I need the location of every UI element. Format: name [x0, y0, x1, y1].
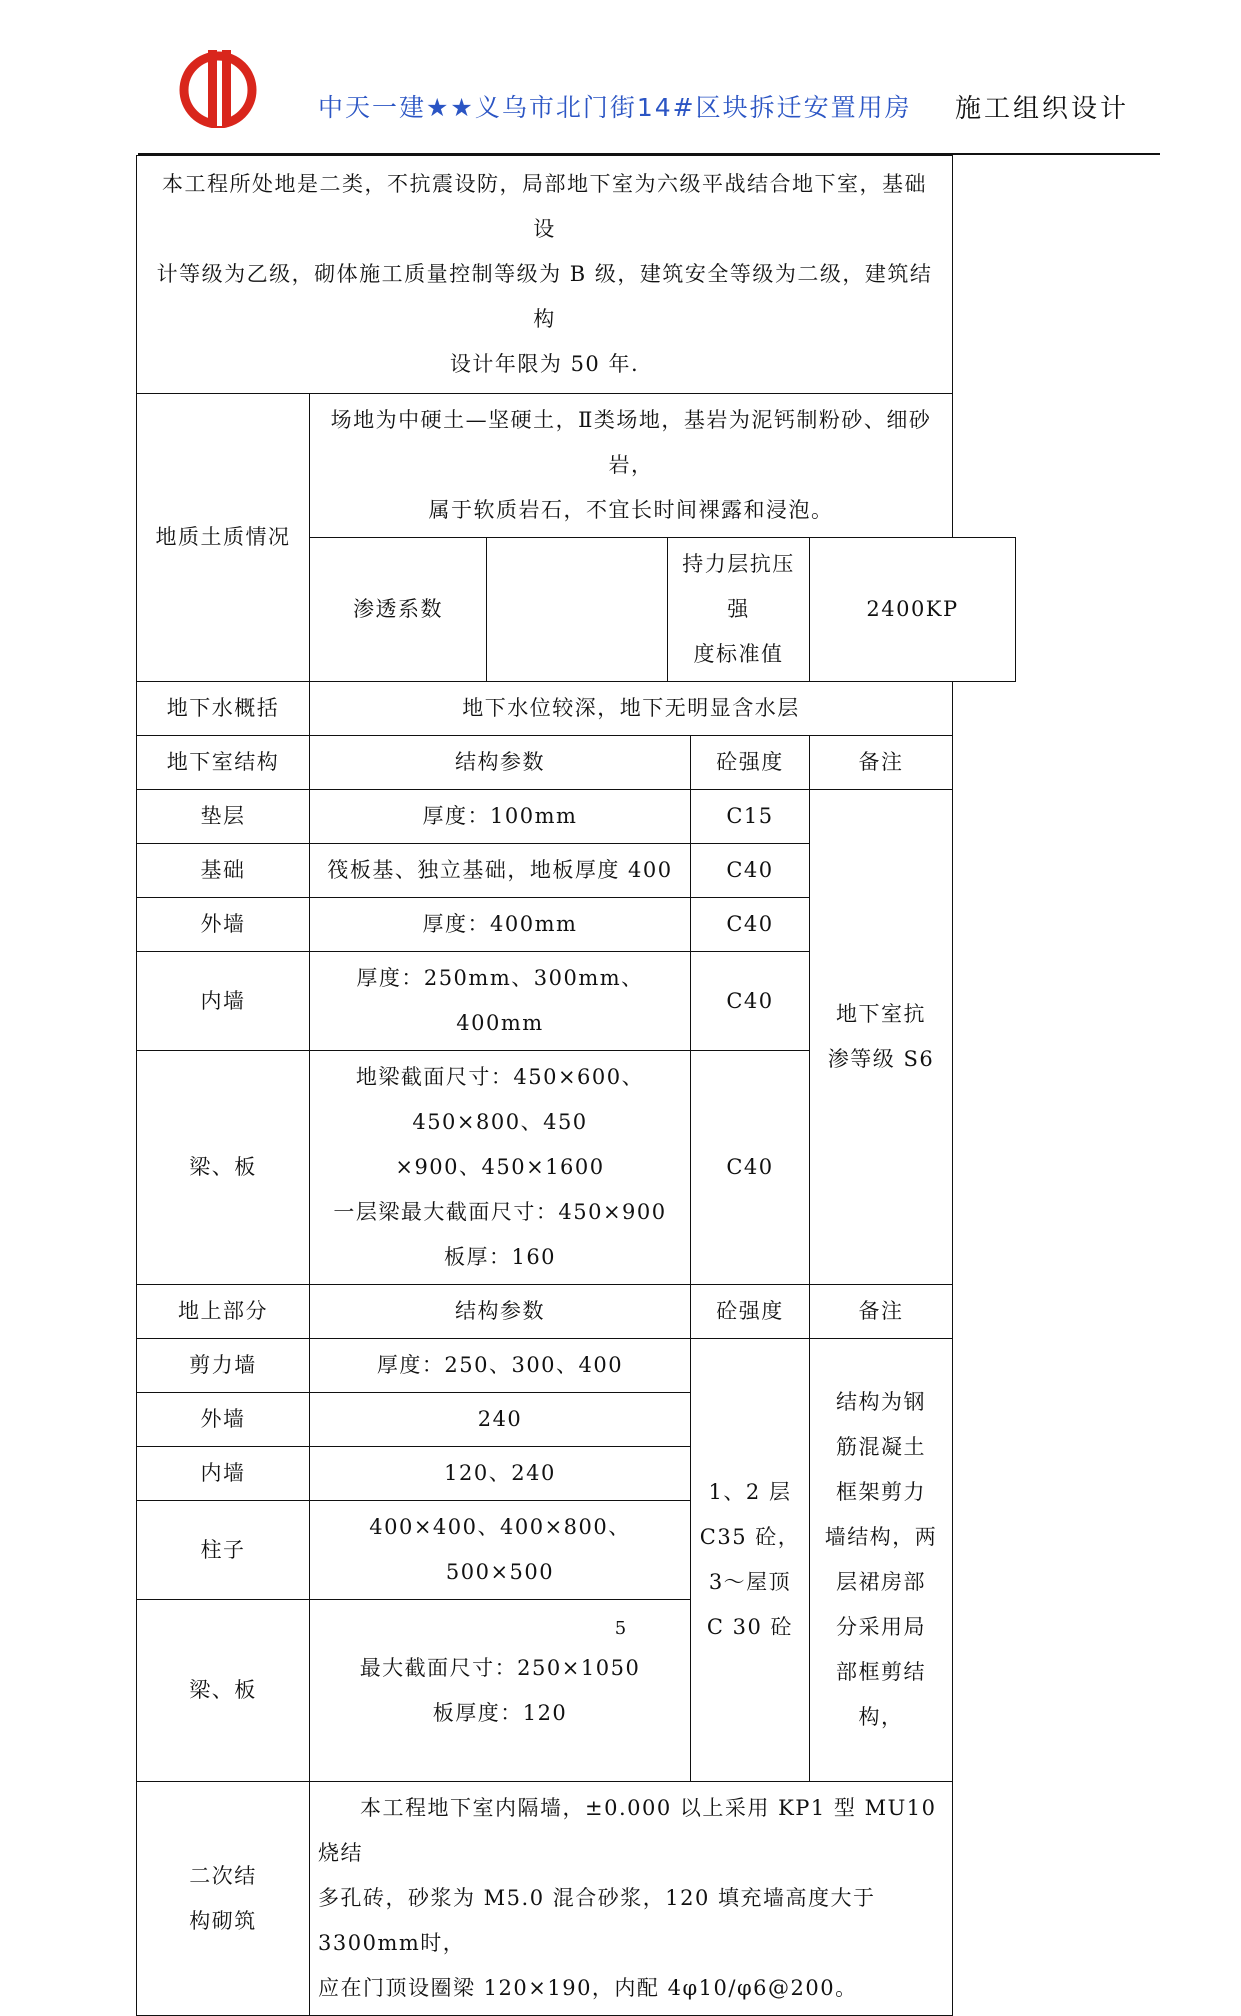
above-note-line: 墙结构，两 — [824, 1525, 938, 1549]
above-item-name: 柱子 — [137, 1501, 310, 1600]
basement-header-param: 结构参数 — [310, 736, 691, 790]
project-title: 中天一建★★义乌市北门街14#区块拆迁安置用房 — [318, 93, 912, 122]
secondary-description — [310, 1782, 953, 2016]
secondary-line: 应在门顶设圈梁 120×190，内配 4φ10/φ6@200。 — [318, 1976, 858, 2000]
geology-row — [137, 394, 1016, 538]
basement-item-param: 厚度：250mm、300mm、400mm — [310, 952, 691, 1051]
permeability-label: 渗透系数 — [310, 538, 487, 682]
table-row — [137, 790, 1016, 844]
basement-note — [810, 790, 953, 1285]
groundwater-row — [137, 682, 1016, 736]
above-note-line: 层裙房部 — [836, 1570, 927, 1594]
page-header — [0, 0, 1241, 160]
page-number: 5 — [614, 1618, 627, 1639]
groundwater-label: 地下水概括 — [137, 682, 310, 736]
secondary-label — [137, 1782, 310, 2016]
intro-line: 设计年限为 50 年. — [449, 352, 640, 376]
bearing-label-line: 度标准值 — [693, 642, 784, 666]
basement-header-name: 地下室结构 — [137, 736, 310, 790]
document-type: 施工组织设计 — [955, 94, 1130, 124]
geology-line: 属于软质岩石，不宜长时间裸露和浸泡。 — [428, 498, 834, 522]
bearing-strength-value: 2400KP — [810, 538, 1016, 682]
above-strength-line: C35 砼， — [699, 1525, 801, 1549]
above-beam-name: 梁、板 — [137, 1600, 310, 1782]
intro-cell — [137, 156, 953, 394]
basement-beam-name: 梁、板 — [137, 1051, 310, 1285]
above-item-param: 240 — [310, 1393, 691, 1447]
above-note-line: 筋混凝土 — [836, 1435, 927, 1459]
construction-spec-table — [136, 155, 1016, 2016]
above-item-param: 400×400、400×800、500×500 — [310, 1501, 691, 1600]
secondary-label-line: 构砌筑 — [189, 1908, 257, 1933]
secondary-row — [137, 1782, 1016, 2016]
geology-description — [310, 394, 953, 538]
basement-note-line: 渗等级 S6 — [827, 1047, 935, 1071]
groundwater-value: 地下水位较深，地下无明显含水层 — [310, 682, 953, 736]
basement-beam-param — [310, 1051, 691, 1285]
above-note-line: 构， — [858, 1705, 904, 1729]
company-logo — [178, 48, 258, 128]
basement-item-name: 内墙 — [137, 952, 310, 1051]
basement-item-strength: C40 — [691, 952, 810, 1051]
basement-item-param: 厚度：100mm — [310, 790, 691, 844]
geology-label: 地质土质情况 — [137, 394, 310, 682]
basement-header-note: 备注 — [810, 736, 953, 790]
basement-item-strength: C40 — [691, 898, 810, 952]
basement-item-name: 外墙 — [137, 898, 310, 952]
basement-item-param: 厚度：400mm — [310, 898, 691, 952]
beam-param-line: ×900、450×1600 — [395, 1155, 605, 1179]
basement-header-strength: 砼强度 — [691, 736, 810, 790]
above-note-line: 部框剪结 — [836, 1660, 927, 1684]
basement-item-strength: C40 — [691, 844, 810, 898]
above-item-name: 内墙 — [137, 1447, 310, 1501]
above-beam-line: 最大截面尺寸：250×1050 — [359, 1655, 641, 1680]
above-strength-line: 1、2 层 — [708, 1480, 792, 1504]
intro-line: 本工程所处地是二类，不抗震设防，局部地下室为六级平战结合地下室，基础设 — [162, 172, 928, 241]
above-header-note: 备注 — [810, 1285, 953, 1339]
above-strength-line: C 30 砼 — [706, 1615, 794, 1639]
above-item-name: 剪力墙 — [137, 1339, 310, 1393]
basement-item-strength: C15 — [691, 790, 810, 844]
basement-item-name: 基础 — [137, 844, 310, 898]
above-beam-line: 板厚度：120 — [432, 1700, 568, 1725]
basement-beam-strength: C40 — [691, 1051, 810, 1285]
bearing-strength-label — [668, 538, 810, 682]
basement-item-param: 筏板基、独立基础，地板厚度 400 — [310, 844, 691, 898]
intro-line: 计等级为乙级，砌体施工质量控制等级为 B 级，建筑安全等级为二级，建筑结构 — [156, 262, 933, 331]
beam-param-line: 板厚：160 — [443, 1245, 557, 1269]
permeability-value — [487, 538, 668, 682]
above-strength-line: 3～屋顶 — [708, 1570, 792, 1594]
above-header-param: 结构参数 — [310, 1285, 691, 1339]
basement-header-row — [137, 736, 1016, 790]
secondary-line: 本工程地下室内隔墙，±0.000 以上采用 KP1 型 MU10 烧结 — [318, 1796, 937, 1865]
beam-param-line: 一层梁最大截面尺寸：450×900 — [333, 1200, 667, 1224]
above-note-line: 结构为钢 — [836, 1390, 927, 1414]
above-header-strength: 砼强度 — [691, 1285, 810, 1339]
secondary-label-line: 二次结 — [189, 1863, 257, 1888]
basement-item-name: 垫层 — [137, 790, 310, 844]
above-note — [810, 1339, 953, 1782]
above-header-name: 地上部分 — [137, 1285, 310, 1339]
geology-line: 场地为中硬土—坚硬土，Ⅱ类场地，基岩为泥钙制粉砂、细砂岩， — [330, 408, 932, 477]
secondary-line: 多孔砖，砂浆为 M5.0 混合砂浆，120 填充墙高度大于 3300mm时， — [318, 1886, 876, 1955]
above-item-name: 外墙 — [137, 1393, 310, 1447]
basement-note-line: 地下室抗 — [836, 1002, 927, 1026]
above-item-param: 厚度：250、300、400 — [310, 1339, 691, 1393]
bearing-label-line: 持力层抗压强 — [682, 552, 795, 621]
above-note-line: 分采用局 — [836, 1615, 927, 1639]
above-strength — [691, 1339, 810, 1782]
above-note-line: 框架剪力 — [836, 1480, 927, 1504]
table-row — [137, 1339, 1016, 1393]
beam-param-line: 地梁截面尺寸：450×600、450×800、450 — [355, 1065, 645, 1134]
intro-row — [137, 156, 1016, 394]
above-item-param: 120、240 — [310, 1447, 691, 1501]
above-header-row — [137, 1285, 1016, 1339]
